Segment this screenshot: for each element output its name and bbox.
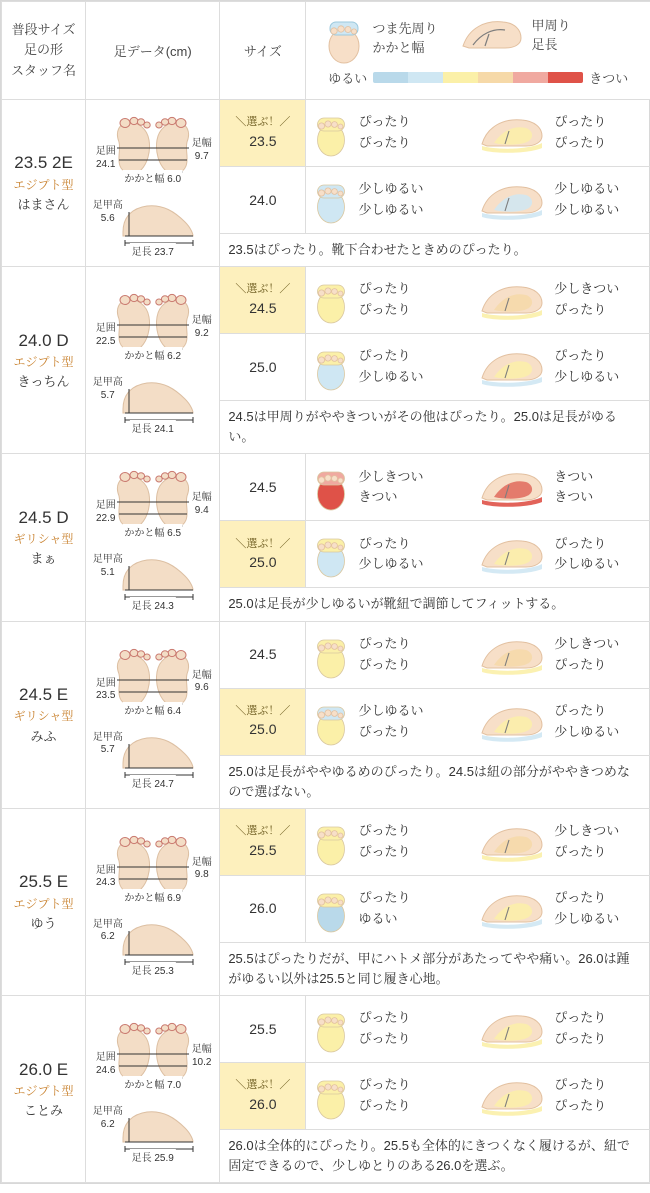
foot-diagram bbox=[89, 1014, 217, 1164]
heel-width: かかと幅 6.2 bbox=[122, 347, 183, 362]
size-cell[interactable] bbox=[220, 454, 306, 521]
fit-heel-label: ぴったり bbox=[358, 135, 411, 150]
heel-width: かかと幅 6.5 bbox=[122, 524, 183, 539]
toe-heel-icon bbox=[310, 1071, 352, 1121]
person-usual-size: 24.5 D bbox=[18, 507, 69, 527]
heel-width: かかと幅 6.9 bbox=[122, 889, 183, 904]
size-value: 25.5 bbox=[249, 1020, 277, 1037]
foot-circumference: 足囲 23.5 bbox=[95, 677, 116, 702]
fit-front-group bbox=[310, 817, 478, 867]
foot-length: 足長 24.1 bbox=[130, 420, 176, 435]
person-name: ことみ bbox=[24, 1103, 64, 1119]
size-cell-selected[interactable] bbox=[220, 808, 306, 875]
size-cell-selected[interactable] bbox=[220, 521, 306, 588]
header-legend bbox=[306, 2, 650, 100]
header-person bbox=[2, 2, 86, 100]
foot-length: 足長 24.7 bbox=[130, 775, 176, 790]
instep-height: 足甲高 5.7 bbox=[92, 377, 123, 401]
person-block-row bbox=[2, 996, 650, 1063]
fit-length-label: ぴったり bbox=[554, 302, 607, 318]
person-cell bbox=[2, 808, 86, 995]
fit-instep-label: 少しきつい bbox=[554, 281, 620, 297]
size-cell[interactable] bbox=[220, 875, 306, 942]
fit-side-labels bbox=[554, 1075, 606, 1117]
instep-icon bbox=[459, 12, 525, 58]
toe-heel-icon bbox=[310, 342, 352, 392]
fit-side-group bbox=[478, 277, 646, 323]
fit-side-group bbox=[478, 886, 646, 932]
fit-toe-label: 少しゆるい bbox=[358, 702, 424, 718]
fit-side-labels bbox=[554, 112, 606, 154]
fit-front-group bbox=[310, 175, 478, 225]
toe-heel-icon bbox=[310, 1004, 352, 1054]
fit-instep-label: ぴったり bbox=[554, 702, 607, 718]
fit-cell bbox=[306, 334, 650, 401]
fit-length-label: ぴったり bbox=[554, 656, 607, 672]
foot-data-cell bbox=[86, 621, 220, 808]
fit-toe-label: ぴったり bbox=[358, 890, 411, 906]
toe-heel-icon bbox=[310, 175, 352, 225]
person-block-row bbox=[2, 100, 650, 167]
size-value: 25.0 bbox=[249, 358, 277, 375]
toe-heel-icon bbox=[310, 108, 352, 158]
fit-front-group bbox=[310, 630, 478, 680]
fit-toe-label: ぴったり bbox=[358, 281, 411, 297]
fit-front-labels bbox=[358, 701, 423, 743]
size-value: 25.5 bbox=[249, 841, 277, 858]
fit-heel-label: 少しゆるい bbox=[358, 556, 424, 572]
fit-instep-label: ぴったり bbox=[554, 114, 607, 130]
foot-data-cell bbox=[86, 808, 220, 995]
foot-width: 足幅 9.7 bbox=[191, 138, 212, 162]
side-foot-icon bbox=[478, 632, 548, 678]
legend-right-group bbox=[459, 12, 570, 58]
fit-front-labels bbox=[358, 112, 410, 154]
instep-height: 足甲高 5.6 bbox=[92, 200, 123, 224]
fit-instep-label: ぴったり bbox=[554, 348, 607, 364]
heel-width: かかと幅 6.0 bbox=[122, 170, 183, 185]
fit-front-group bbox=[310, 1071, 478, 1121]
fit-cell bbox=[306, 621, 650, 688]
scale-bar bbox=[373, 72, 583, 83]
fit-front-labels bbox=[358, 1008, 410, 1050]
foot-length: 足長 24.3 bbox=[130, 597, 176, 612]
fit-cell bbox=[306, 167, 650, 234]
foot-width: 足幅 9.6 bbox=[191, 669, 212, 694]
legend-label-toes: つま先周り bbox=[372, 20, 438, 36]
fit-front-group bbox=[310, 884, 478, 934]
fit-instep-label: 少しきつい bbox=[554, 823, 620, 839]
side-foot-icon bbox=[478, 886, 548, 932]
person-name: ゆう bbox=[30, 915, 57, 931]
fit-instep-label: ぴったり bbox=[554, 1010, 607, 1026]
fit-heel-label: 少しゆるい bbox=[358, 369, 424, 385]
fit-cell bbox=[306, 1063, 650, 1130]
fit-cell bbox=[306, 996, 650, 1063]
foot-data-cell bbox=[86, 454, 220, 621]
fit-side-group bbox=[478, 344, 646, 390]
foot-diagram bbox=[89, 462, 217, 612]
person-name: きっちん bbox=[17, 374, 70, 390]
fit-instep-label: きつい bbox=[554, 468, 594, 484]
size-value: 24.5 bbox=[249, 478, 277, 495]
fit-front-group bbox=[310, 275, 478, 325]
instep-height: 足甲高 5.7 bbox=[92, 731, 123, 756]
fit-toe-label: 少しゆるい bbox=[358, 181, 424, 197]
size-cell-selected[interactable] bbox=[220, 267, 306, 334]
person-foot-type: エジプト型 bbox=[13, 896, 74, 911]
fit-toe-label: ぴったり bbox=[358, 1077, 411, 1093]
comment-cell: 25.0は足長がややゆるめのぴったり。24.5は紐の部分がややきつめなので選ばない。 bbox=[220, 755, 650, 808]
fit-cell bbox=[306, 688, 650, 755]
side-foot-icon bbox=[478, 110, 548, 156]
person-usual-size: 23.5 2E bbox=[14, 153, 73, 173]
table-header-row bbox=[2, 2, 650, 100]
select-tag: ＼選ぶ！／ bbox=[235, 704, 291, 717]
select-tag: ＼選ぶ！／ bbox=[235, 116, 291, 129]
fit-side-labels bbox=[554, 179, 619, 221]
fit-front-labels bbox=[358, 467, 423, 509]
toe-heel-icon bbox=[310, 462, 352, 512]
side-foot-icon bbox=[478, 177, 548, 223]
foot-circumference: 足囲 22.9 bbox=[95, 500, 116, 524]
fit-front-group bbox=[310, 1004, 478, 1054]
fit-front-labels bbox=[358, 634, 410, 676]
side-foot-icon bbox=[478, 277, 548, 323]
fit-front-group bbox=[310, 108, 478, 158]
size-value: 24.5 bbox=[249, 646, 277, 663]
person-cell bbox=[2, 100, 86, 267]
fit-heel-label: きつい bbox=[358, 489, 398, 505]
fit-side-group bbox=[478, 1073, 646, 1119]
legend-label-length: 足長 bbox=[531, 37, 558, 52]
foot-width: 足幅 9.2 bbox=[191, 315, 212, 339]
fit-side-group bbox=[478, 699, 646, 745]
foot-circumference: 足囲 22.5 bbox=[95, 323, 116, 347]
header-line-3: スタッフ名 bbox=[11, 62, 77, 78]
fit-instep-label: ぴったり bbox=[554, 535, 607, 551]
select-tag: ＼選ぶ！／ bbox=[235, 1079, 291, 1092]
fit-heel-label: ぴったり bbox=[358, 843, 411, 859]
person-block-row bbox=[2, 267, 650, 334]
fit-scale bbox=[314, 64, 642, 87]
fit-heel-label: ぴったり bbox=[358, 656, 411, 672]
fit-length-label: ぴったり bbox=[554, 1098, 607, 1114]
header-size: サイズ bbox=[220, 2, 306, 100]
fit-heel-label: 少しゆるい bbox=[358, 202, 424, 217]
size-value: 25.0 bbox=[249, 554, 277, 571]
main-table bbox=[1, 1, 650, 1183]
fit-front-group bbox=[310, 697, 478, 747]
fit-instep-label: 少しゆるい bbox=[554, 181, 620, 197]
person-foot-type: エジプト型 bbox=[13, 1084, 74, 1099]
fit-length-label: 少しゆるい bbox=[554, 556, 620, 572]
fit-length-label: きつい bbox=[554, 489, 594, 505]
fit-toe-label: 少しきつい bbox=[358, 468, 424, 484]
header-line-1: 普段サイズ bbox=[11, 22, 76, 38]
fit-side-group bbox=[478, 819, 646, 865]
size-value: 26.0 bbox=[249, 900, 277, 917]
size-cell[interactable] bbox=[220, 334, 306, 401]
foot-length: 足長 25.9 bbox=[130, 1149, 176, 1164]
fit-side-group bbox=[478, 632, 646, 678]
foot-length: 足長 23.7 bbox=[130, 243, 176, 258]
fit-front-labels bbox=[358, 279, 410, 321]
toe-heel-icon bbox=[310, 529, 352, 579]
toe-heel-icon bbox=[310, 817, 352, 867]
fit-instep-label: 少しきつい bbox=[554, 635, 620, 651]
foot-width: 足幅 9.8 bbox=[191, 856, 212, 881]
toe-heel-icon bbox=[310, 275, 352, 325]
fit-side-group bbox=[478, 110, 646, 156]
instep-height: 足甲高 5.1 bbox=[92, 554, 123, 578]
fit-length-label: 少しゆるい bbox=[554, 202, 620, 217]
size-cell-selected[interactable] bbox=[220, 1063, 306, 1130]
fit-side-group bbox=[478, 531, 646, 577]
person-block-row bbox=[2, 808, 650, 875]
foot-diagram bbox=[89, 285, 217, 435]
select-tag: ＼選ぶ！／ bbox=[235, 537, 291, 550]
fit-toe-label: ぴったり bbox=[358, 535, 411, 551]
person-name: まぁ bbox=[30, 551, 57, 567]
fit-front-labels bbox=[358, 821, 410, 863]
person-usual-size: 25.5 E bbox=[18, 872, 69, 892]
fit-cell bbox=[306, 454, 650, 521]
fit-side-group bbox=[478, 177, 646, 223]
fit-cell bbox=[306, 808, 650, 875]
comment-cell: 26.0は全体的にぴったり。25.5も全体的にきつくなく履けるが、紐で固定できるので、少しゆとりのある26.0を選ぶ。 bbox=[220, 1130, 650, 1183]
size-value: 25.0 bbox=[249, 721, 277, 738]
size-value: 24.5 bbox=[249, 299, 277, 316]
fit-heel-label: ぴったり bbox=[358, 1031, 411, 1047]
fit-side-labels bbox=[554, 346, 619, 388]
person-usual-size: 24.5 E bbox=[18, 684, 69, 704]
header-foot-data: 足データ(cm) bbox=[86, 2, 220, 100]
fit-cell bbox=[306, 267, 650, 334]
person-foot-type: ギリシャ型 bbox=[13, 709, 74, 724]
fit-length-label: ぴったり bbox=[554, 1031, 607, 1047]
fit-toe-label: ぴったり bbox=[358, 823, 411, 839]
fit-length-label: ぴったり bbox=[554, 135, 607, 150]
person-name: はまさん bbox=[17, 197, 70, 213]
side-foot-icon bbox=[478, 1006, 548, 1052]
fit-front-group bbox=[310, 342, 478, 392]
instep-height: 足甲高 6.2 bbox=[92, 1106, 123, 1130]
person-foot-type: エジプト型 bbox=[13, 177, 74, 192]
fit-side-labels bbox=[554, 634, 619, 676]
scale-label-loose: ゆるい bbox=[328, 71, 368, 86]
toes-top-icon bbox=[322, 12, 366, 64]
person-block-row bbox=[2, 454, 650, 521]
size-value: 24.0 bbox=[249, 191, 277, 208]
fit-toe-label: ぴったり bbox=[358, 114, 411, 130]
fit-front-labels bbox=[358, 346, 423, 388]
foot-diagram bbox=[89, 827, 217, 977]
fit-toe-label: ぴったり bbox=[358, 348, 411, 364]
side-foot-icon bbox=[478, 464, 548, 510]
foot-diagram bbox=[89, 108, 217, 258]
comment-cell: 24.5は甲周りがややきついがその他はぴったり。25.0は足長がゆるい。 bbox=[220, 401, 650, 454]
foot-data-cell bbox=[86, 100, 220, 267]
person-cell bbox=[2, 454, 86, 621]
side-foot-icon bbox=[478, 819, 548, 865]
fit-side-group bbox=[478, 1006, 646, 1052]
person-block-row bbox=[2, 621, 650, 688]
fit-heel-label: ぴったり bbox=[358, 302, 411, 318]
legend-left-group bbox=[322, 12, 437, 64]
foot-diagram bbox=[89, 640, 217, 790]
fit-side-labels bbox=[554, 279, 619, 321]
fit-front-labels bbox=[358, 179, 423, 221]
size-cell-selected[interactable] bbox=[220, 688, 306, 755]
side-foot-icon bbox=[478, 699, 548, 745]
person-usual-size: 26.0 E bbox=[18, 1059, 69, 1079]
fit-front-group bbox=[310, 529, 478, 579]
legend-label-instep: 甲周り bbox=[531, 17, 571, 33]
fit-front-labels bbox=[358, 1075, 410, 1117]
foot-data-cell bbox=[86, 996, 220, 1183]
foot-data-cell bbox=[86, 267, 220, 454]
toe-heel-icon bbox=[310, 630, 352, 680]
fit-front-labels bbox=[358, 888, 410, 930]
fit-cell bbox=[306, 521, 650, 588]
person-name: みふ bbox=[30, 728, 57, 744]
fit-side-group bbox=[478, 464, 646, 510]
fit-instep-label: ぴったり bbox=[554, 1077, 607, 1093]
fit-instep-label: ぴったり bbox=[554, 890, 607, 906]
fit-side-labels bbox=[554, 1008, 606, 1050]
size-cell[interactable] bbox=[220, 167, 306, 234]
foot-circumference: 足囲 24.6 bbox=[95, 1052, 116, 1076]
size-cell[interactable] bbox=[220, 996, 306, 1063]
size-value: 23.5 bbox=[249, 132, 277, 149]
fit-side-labels bbox=[554, 701, 619, 743]
comment-cell: 23.5はぴったり。靴下合わせたときめのぴったり。 bbox=[220, 234, 650, 267]
fit-toe-label: ぴったり bbox=[358, 1010, 411, 1026]
foot-width: 足幅 9.4 bbox=[191, 492, 212, 516]
fit-toe-label: ぴったり bbox=[358, 635, 411, 651]
size-cell-selected[interactable] bbox=[220, 100, 306, 167]
person-cell bbox=[2, 267, 86, 454]
person-foot-type: ギリシャ型 bbox=[13, 532, 74, 547]
size-value: 26.0 bbox=[249, 1095, 277, 1112]
person-cell bbox=[2, 621, 86, 808]
fit-side-labels bbox=[554, 467, 593, 509]
fit-cell bbox=[306, 875, 650, 942]
side-foot-icon bbox=[478, 531, 548, 577]
scale-label-tight: きつい bbox=[589, 71, 629, 86]
heel-width: かかと幅 7.0 bbox=[122, 1076, 183, 1091]
fit-length-label: 少しゆるい bbox=[554, 910, 620, 926]
fit-front-labels bbox=[358, 534, 423, 576]
select-tag: ＼選ぶ！／ bbox=[235, 283, 291, 296]
person-foot-type: エジプト型 bbox=[13, 355, 74, 370]
person-cell bbox=[2, 996, 86, 1183]
fit-cell bbox=[306, 100, 650, 167]
header-line-2: 足の形 bbox=[24, 42, 64, 58]
comment-cell: 25.0は足長が少しゆるいが靴紐で調節してフィットする。 bbox=[220, 588, 650, 621]
side-foot-icon bbox=[478, 344, 548, 390]
fit-side-labels bbox=[554, 888, 619, 930]
heel-width: かかと幅 6.4 bbox=[122, 702, 183, 717]
fit-heel-label: ゆるい bbox=[358, 910, 398, 926]
fit-length-label: ぴったり bbox=[554, 843, 607, 859]
toe-heel-icon bbox=[310, 884, 352, 934]
legend-label-heel: かかと幅 bbox=[372, 40, 425, 55]
comment-cell: 25.5はぴったりだが、甲にハトメ部分があたってやや痛い。26.0は踵がゆるい以外は25.5と同じ履き心地。 bbox=[220, 942, 650, 995]
fit-front-group bbox=[310, 462, 478, 512]
foot-circumference: 足囲 24.1 bbox=[95, 146, 116, 170]
foot-length: 足長 25.3 bbox=[130, 962, 176, 977]
fit-side-labels bbox=[554, 534, 619, 576]
size-cell[interactable] bbox=[220, 621, 306, 688]
fit-length-label: 少しゆるい bbox=[554, 369, 620, 385]
fit-heel-label: ぴったり bbox=[358, 1098, 411, 1114]
foot-circumference: 足囲 24.3 bbox=[95, 864, 116, 889]
select-tag: ＼選ぶ！／ bbox=[235, 825, 291, 838]
fit-heel-label: ぴったり bbox=[358, 723, 411, 739]
instep-height: 足甲高 6.2 bbox=[92, 918, 123, 943]
foot-width: 足幅 10.2 bbox=[191, 1044, 212, 1068]
toe-heel-icon bbox=[310, 697, 352, 747]
fit-length-label: 少しゆるい bbox=[554, 723, 620, 739]
fit-side-labels bbox=[554, 821, 619, 863]
side-foot-icon bbox=[478, 1073, 548, 1119]
person-usual-size: 24.0 D bbox=[18, 330, 69, 350]
